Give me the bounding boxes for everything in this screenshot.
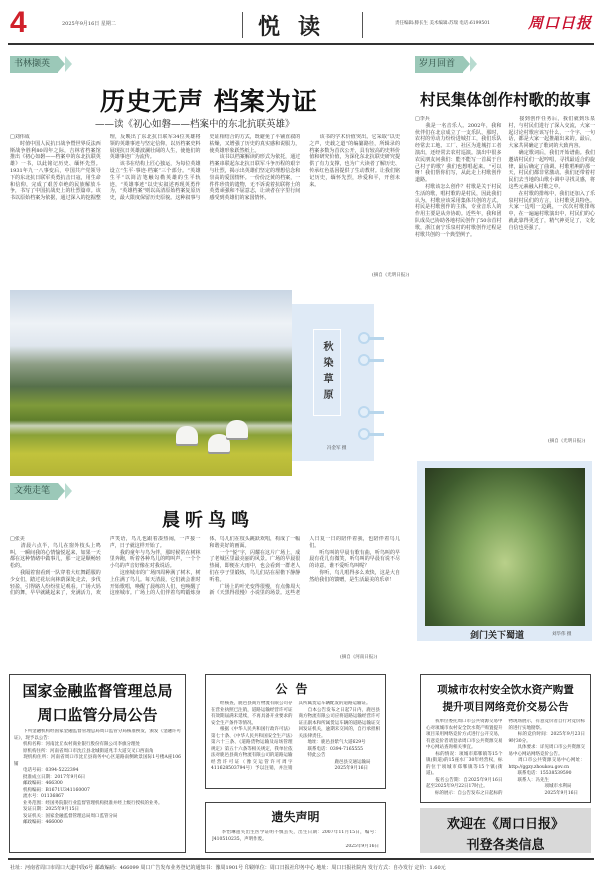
notice-title: 周口监管分局公告 bbox=[37, 706, 158, 724]
article-body: □刘伟成 时值中国人民抗日战争暨世界反法西斯战争胜利80周年之际，吉林省档案馆推出《初心如磐——档案中的东北抗联英雄》一书，以此铭记历史、缅怀先烈。1931年九一八事变后，中国共产党领导下的东北抗日联军英勇抗击日寇，用生命和信仰，完成了艰苦卓绝的民族解放斗争，书写了中国抗战史上的壮烈篇章。该书以原始档案为依据，通过深入的挖掘整理，反映出了东北抗日联军34位英雄将领的英雄事迹与坚定信仰，以历档案史料展现抗日英雄波澜壮阔的人生，使他们的英雄事迹广为流传。 该书在结构上匠心独运，为每位英雄设立“生平·事迹·档案”三个部分。“英雄生平”以简洁笔触勾勒英雄的生平轨迹，“英雄事迹”以史实叙述再现英勇作为，“英雄档案”则以高清原始档案复原历史，最大限度保留历史原貌。这种叙事与史证相结合的方式，既避免了平铺直叙的枯燥，又增强了历史的真实感和说服力，使英雄形象跃然纸上。 该书以档案解读的形式为依托，通过档案串联起东北抗日联军斗争历程的艰辛与壮烈，揭示出英雄们坚定的理想信念和崇高的爱国情怀。一份份泛黄的档案，一件件珍贵的遗物，无不诉说着抗联将士的英勇顽强和不屈意志，让读者在字里行间感受到英雄们的家国情怀。 该书的学术价值突出。它采取“以史之声，史载之道”的编纂路径，所辑录的档案多数为首次公开，具有较高的史料价值和研究价值，为深化东北抗联史研究提供了有力支撑，也为广大读者了解历史、传承红色基因提供了生动教材。让我们铭记历史，缅怀先烈，珍爱和平，开创未来。 bbox=[10, 134, 400, 202]
article-title: 晨听鸟鸣 bbox=[162, 510, 254, 531]
header-rule bbox=[8, 43, 594, 45]
notice-box-revoke bbox=[205, 674, 386, 789]
divider bbox=[242, 12, 243, 38]
notice-title: 提升项目网络竞价交易公告 bbox=[442, 701, 569, 713]
section-tag: 文苑走笔 bbox=[10, 483, 58, 500]
notice-body: 李怡琳遗失出生医学证明不慎丢失，出生日期：2007年11月15日，编号：J410510235，声明作废。 bbox=[212, 830, 379, 842]
notice-body: 我单位委托周口市公共资源交易中心对项城市农村安全饮水资产购置提升项目采用网络竞价方式进行公开交易，有意竞价者请登录周口市公共资源交易中心网站查询相关事宜。 标的情况：项城市郑郸镇等15个镇(街道)的15座水厂30年经营权，标的位于项城市郑郸镇等15个镇(街道)。 报名公告期：自2025年9月16日起至2025年9月22日17时止。 标的展示：自公告发布之日起标的物现场展示，有意竞价者自行对竞价标的进行实地勘察。 标的竞价时间：2025年9月23日9时30分。 具体要求：详见周口市公共资源交易中心网站网络竞价公告。 周口市公共资源交易中心网址：http://ggzy.zhoukou.gov.cn 联系电话：15538539590 联系人：冯先生 项城市水利局 2025年9月16日 bbox=[426, 719, 585, 796]
notice-box-auction bbox=[420, 674, 591, 803]
decor-line bbox=[368, 433, 384, 436]
notice-box-lost bbox=[205, 802, 386, 853]
section-tag: 书林撷英 bbox=[10, 56, 58, 73]
page-number: 4 bbox=[10, 6, 27, 39]
editor-info: 责任编辑:滕长生 美术编辑:苏瑞 电话:6199501 bbox=[395, 21, 490, 26]
promo-line: 欢迎在《周口日报》 bbox=[446, 817, 564, 832]
yurt bbox=[226, 420, 248, 438]
article-source: (摘自《光明日报》) bbox=[372, 273, 410, 278]
section-title: 悦读 bbox=[258, 14, 339, 40]
article-title: 历史无声 档案为证 bbox=[100, 87, 318, 116]
decor-line bbox=[368, 411, 384, 414]
notice-date: 2025年9月16日 bbox=[345, 844, 379, 849]
grassland-photo bbox=[10, 290, 292, 476]
photo-credit: 刘毕伟 摄 bbox=[552, 632, 572, 637]
decor-line bbox=[368, 359, 384, 362]
article-body: □张美 清晨六点半，鸟儿在窗外枝头上鸣叫，一瞬间我的心情愉悦起来，如果一天都在这种情绪中做事儿，那一定是顺畅轻松的。 我隔着窗看到一队穿着大红舞蹈服的少女们，踏过花坛向林荫深处走去，步伐轻盈，引得路人纷纷驻足观看。广场大妈们的舞，早早就跳起来了，充满活力，欢声笑语，鸟儿也跟着凑热闹，一声接一声，日子就这样开始了。 我的童年与鸟为伴，那时候常在树林里奔跑，听着各种鸟儿的鸣叫声，一个个小鸟的声音好像在对我说话。 这座城市的广场四周种满了树木，树上住满了鸟儿。每天清晨，它们就会准时开始歌唱，唤醒了晨练的人们，也唤醒了这座城市。广场上的人们伴着鸟鸣锻炼身体，鸟儿们在枝头跳跃欢唱，构成了一幅和谐美好的画面。 一个“悦”字，闪耀在这片广场上，成了老城区里最亮丽的风景。广场的早晨很热闹，即便在大雨中，也会看到一群老人们在亭子里锻炼，鸟儿们站在屋檐下静静听着。 广场上的叶光变得很慢，有点像周大新《天黑得很慢》小说里的场景。这些老人日复一日的陪伴着我，也陪伴着鸟儿们。 听鸟叫的早晨有歌有曲，听鸟叫的早晨有花儿有微笑，听鸟叫的早晨有说不尽的诗意，谁不爱听鸟叫呢？ 你听，鸟儿唱得多么欢快，这是大自然给我们的馈赠，是生活最美的乐章！ bbox=[10, 536, 400, 597]
photo-credit: 冯金军 摄 bbox=[327, 446, 347, 451]
section-tag: 岁月回首 bbox=[415, 56, 463, 73]
footer-rule bbox=[8, 858, 594, 860]
issue-date: 2025年9月16日 星期二 bbox=[62, 21, 116, 27]
notice-body: 经核查，鹿邑县商方物流有限公司存在营业执照已注销，道路运输经营许可证有效期届满未延续，不再具备开业要求的安全生产条件等情况。 根据《中华人民共和国行政许可法》第七十条、《中华人民共和国安全生产法》第六十三条、《道路货物运输及站场管理规定》第五十六条等相关规定，我单位依法对鹿邑县商方物流有限公司的道路运输经营许可证（豫交运管许可周字411628503794号）予以注销，并注销其所属货运车辆配发的道路运输证。 自本公告发布之日起7日内，鹿邑县商方物流有限公司应将道路运输经营许可证正副本和所属货运车辆的道路运输证交回发证机关，逾期未交回的，自行承担相关法律责任。 地址：鹿邑县紫气大道629号 联系电话：0394-7165555 特此公告 鹿邑县交通运输局 2025年9月16日 bbox=[211, 701, 380, 771]
notice-title: 国家金融监督管理总局 bbox=[22, 682, 173, 700]
divider bbox=[362, 12, 363, 38]
article-source: (摘自《光明日报》) bbox=[548, 439, 586, 444]
yurt bbox=[176, 426, 198, 444]
decor-line bbox=[368, 337, 384, 340]
photo-title: 秋染草原 bbox=[313, 329, 341, 416]
article-subtitle: ——读《初心如磐——档案中的东北抗联英雄》 bbox=[95, 119, 295, 130]
photo-caption: 剑门关下蜀道 bbox=[470, 631, 525, 641]
notice-title: 公告 bbox=[275, 682, 316, 696]
promo-banner bbox=[420, 808, 591, 853]
newspaper-logo: 周口日报 bbox=[528, 14, 593, 32]
mountain-path-photo bbox=[425, 468, 585, 626]
notice-title: 遗失声明 bbox=[271, 810, 320, 824]
notice-body: 下列金融机构经国家金融监督管理总局周口监管分局核准换发，颁发《金融许可证》，现予以公告： 机构名称：河南沈丘农村商业银行股份有限公司李旗分理处 原机构住所：河南省周口市沈丘县北城街道兆丰大道交叉口西南角 现机构住所：河南省周口市沈丘县商务中心区道路南侧欧景国际1号楼A座106铺 电话号码：0394-5222394 批准成立日期：2017年9月6日 邮政编码：466300 机构编码：B1671U341160007 流水号：01136867 业务范围：经国务院银行业监督管理机构批准并经上级行授权的业务。 发证日期：2025年9月15日 发证机关：国家金融监督管理总局周口监管分局 邮政编码：466000 bbox=[14, 729, 181, 825]
promo-line: 刊登各类信息 bbox=[466, 838, 545, 853]
notice-box-finance bbox=[9, 674, 186, 853]
footer-info: 社址：河南省周口市周口大道中段6号 邮政编码：466099 周口广告发布业务登记的通知书：豫周1901号 印刷单位：周口日报社印务中心 地址：周口日报社院内 发行方式：自办发行 定价：1.60元 bbox=[10, 865, 446, 871]
notice-title: 项城市农村安全饮水资产购置 bbox=[437, 684, 574, 696]
article-title: 村民集体创作村歌的故事 bbox=[420, 90, 591, 109]
article-body: □李兵 我是一名音乐人。2002年，我和伙伴们在北京成立了一支乐队，那时，农村的劳动力纷纷进城打工，我们乐队经常去工地、工厂、社区为进城打工者演出，还经常去农村巡演。演出中很多农民朋友问我们：能不能写一首属于自己村子的歌？我们也想唱起来。“可以呀！我们帮你们写，从此走上村歌创作道路。 村歌该怎么创作？村歌是关于村民生活的歌，唱村歌的是村民，因此我们认为，村歌应该采用集体共创的方式。村民是村歌创作的主体，专业音乐人的作用主要是从旁协助。近些年，我和团队成员已协助各地村民创作了50余首村歌，浙江南宁乐泉村的村歌创作过程是村歌共创的一个典型例子。 接到创作任务后，我们就到乐泉村，与村民们进行了深入交流，大家一起讨论村歌应该写什么，一个字、一句话，都是大家一起推敲出来的。最后，大家共同确定了歌词的大致内容。 确定歌词后，我们开始谱曲。我们邀请村民们一起哼唱，寻找最适合的旋律，最后确定了曲调。村歌唱响的那一天，村民们都非常激动。我们还带着村民们去当地的山歌小调中寻找灵感，将这些元素融入村歌之中。 在村歌的排练中，我们还加入了乐泉村村民们的方言，让村歌更具特色。大家一边唱一边跳，一次次村歌排练中，在一遍遍村歌演出中，村民们的心就此靠得更近了，精气神更足了，文化自信也更强了。 bbox=[415, 116, 595, 238]
article-source: (摘自《河南日报》) bbox=[340, 655, 378, 660]
